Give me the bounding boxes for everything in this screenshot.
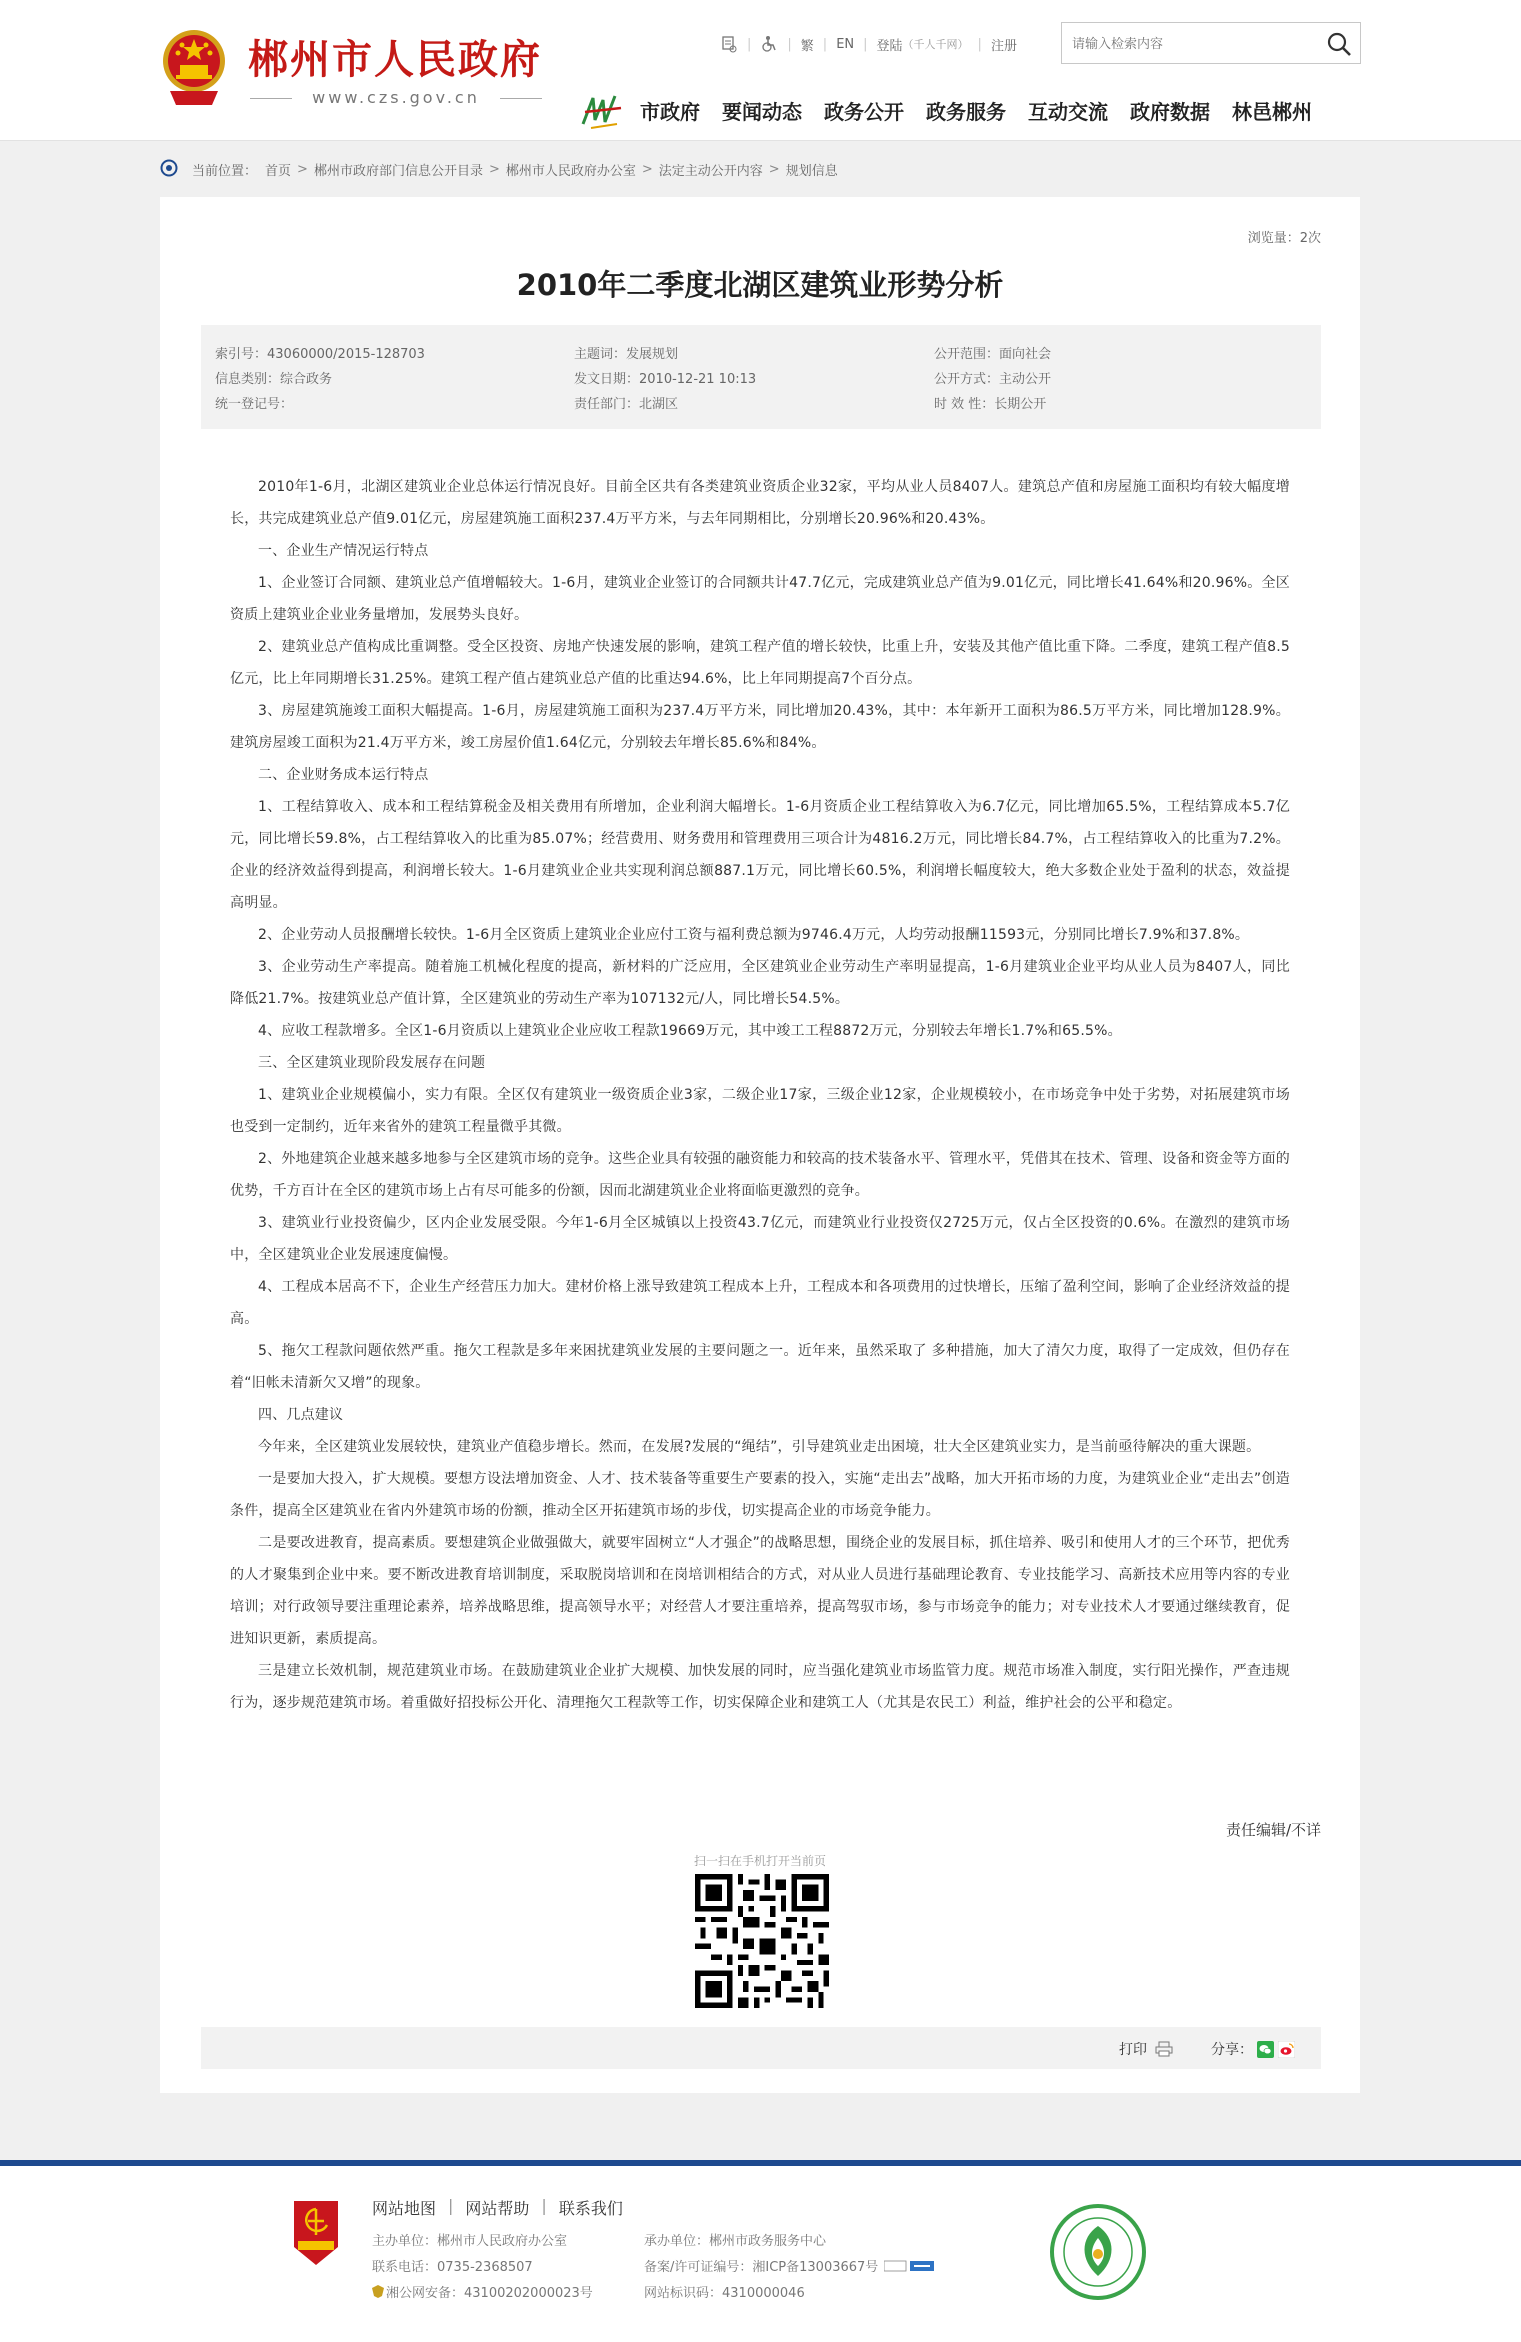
search-input[interactable] bbox=[1062, 23, 1312, 63]
breadcrumb-label: 当前位置： bbox=[192, 163, 258, 179]
breadcrumb-planning[interactable]: 规划信息 bbox=[785, 163, 838, 179]
search-icon[interactable] bbox=[1326, 31, 1352, 57]
paragraph: 3、企业劳动生产率提高。随着施工机械化程度的提高，新材料的广泛应用，全区建筑业企业劳动生产率明显提高，1-6月建筑业企业平均从业人员为8407人，同比降低21.7%。按建筑业总产值计算，全区建筑业的劳动生产率为107132元/人，同比增长54.5%。 bbox=[230, 959, 1290, 1007]
footer-icp[interactable] bbox=[644, 2256, 936, 2275]
meta-scope: 公开范围：面向社会 bbox=[934, 347, 1052, 362]
nav-item-gov-service[interactable]: 政务服务 bbox=[926, 100, 1006, 124]
meta-reg-no: 统一登记号： bbox=[215, 397, 294, 412]
breadcrumb-home[interactable]: 首页 bbox=[265, 163, 292, 179]
main-nav bbox=[640, 96, 1334, 125]
nav-item-gov-data[interactable]: 政府数据 bbox=[1130, 100, 1210, 124]
paragraph: 2、建筑业总产值构成比重调整。受全区投资、房地产快速发展的影响，建筑工程产值的增长较快，比重上升，安装及其他产值比重下降。二季度，建筑工程产值8.5亿元，比上年同期增长31.25%。建筑工程产值占建筑业总产值的比重达94.6%，比上年同期提高7个百分点。 bbox=[230, 639, 1290, 687]
paragraph: 3、建筑业行业投资偏少，区内企业发展受限。今年1-6月全区城镇以上投资43.7亿元，而建筑业行业投资仅2725万元，仅占全区投资的0.6%。在激烈的建筑市场中，全区建筑业企业发展速度偏慢。 bbox=[230, 1215, 1290, 1263]
paragraph: 4、应收工程款增多。全区1-6月资质以上建筑业企业应收工程款19669万元，其中竣工工程8872万元，分别较去年增长1.7%和65.5%。 bbox=[258, 1023, 1122, 1039]
print-button[interactable] bbox=[1119, 2039, 1173, 2059]
article-meta bbox=[201, 325, 1321, 429]
nav-item-gov-disclosure[interactable]: 政务公开 bbox=[824, 100, 904, 124]
nav-item-linyi-chenzhou[interactable]: 林邑郴州 bbox=[1232, 100, 1312, 124]
paragraph: 1、企业签订合同额、建筑业总产值增幅较大。1-6月，建筑业企业签订的合同额共计47.7亿元，完成建筑业总产值为9.01亿元，同比增长41.64%和20.96%。全区资质上建筑业企业业务量增加，发展势头良好。 bbox=[230, 575, 1290, 623]
paragraph: 5、拖欠工程款问题依然严重。拖欠工程款是多年来困扰建筑业发展的主要问题之一。近年来，虽然采取了 多种措施，加大了清欠力度，取得了一定成效，但仍存在着“旧帐未清新欠又增”的现象。 bbox=[230, 1343, 1290, 1391]
paragraph: 1、工程结算收入、成本和工程结算税金及相关费用有所增加，企业利润大幅增长。1-6月资质企业工程结算收入为6.7亿元，同比增加65.5%，工程结算成本5.7亿元，同比增长59.8%，占工程结算收入的比重为85.07%；经营费用、财务费用和管理费用三项合计为4816.2万元，同比增长84.7%，占工程结算收入的比重为7.2%。企业的经济效益得到提高，利润增长较大。1-6月建筑业企业共实现利润总额887.1万元，同比增长60.5%，利润增长幅度较大，绝大多数企业处于盈利的状态，效益提高明显。 bbox=[230, 799, 1290, 911]
paragraph: 1、建筑业企业规模偏小，实力有限。全区仅有建筑业一级资质企业3家，二级企业17家，三级企业12家，企业规模较小，在市场竞争中处于劣势，对拓展建筑市场也受到一定制约，近年来省外的建筑工程量微乎其微。 bbox=[230, 1087, 1290, 1135]
article-title: 2010年二季度北湖区建筑业形势分析 bbox=[516, 268, 1004, 302]
police-badge-icon bbox=[372, 2285, 384, 2298]
site-name[interactable]: 郴州市人民政府 bbox=[248, 36, 542, 83]
print-label: 打印 bbox=[1119, 2042, 1147, 2058]
article-card bbox=[160, 197, 1360, 2093]
footer-organizer: 承办单位：郴州市政务服务中心 bbox=[644, 2234, 827, 2249]
breadcrumb-separator: > bbox=[641, 161, 653, 177]
breadcrumb-office[interactable]: 郴州市人民政府办公室 bbox=[505, 163, 636, 179]
icp-badge-icon bbox=[884, 2260, 936, 2272]
paragraph: 今年来，全区建筑业发展较快，建筑业产值稳步增长。然而，在发展?发展的“绳结”，引导建筑业走出困境，壮大全区建筑业实力，是当前亟待解决的重大课题。 bbox=[258, 1439, 1261, 1455]
party-gov-badge-icon[interactable] bbox=[290, 2201, 342, 2265]
footer-link-help[interactable]: 网站帮助 bbox=[465, 2199, 530, 2218]
breadcrumb bbox=[160, 158, 838, 180]
share-bar bbox=[201, 2027, 1321, 2069]
responsible-editor: 责任编辑/不详 bbox=[1225, 1821, 1321, 1839]
meta-dept: 责任部门：北湖区 bbox=[574, 397, 679, 412]
nav-item-news[interactable]: 要闻动态 bbox=[722, 100, 802, 124]
qr-caption: 扫一扫在手机打开当前页 bbox=[693, 1854, 826, 1868]
breadcrumb-separator: > bbox=[768, 161, 780, 177]
section-heading: 二、企业财务成本运行特点 bbox=[258, 767, 429, 783]
location-pin-icon bbox=[160, 159, 178, 179]
civilized-city-seal-icon[interactable] bbox=[1050, 2204, 1146, 2300]
nav-item-city-gov[interactable]: 市政府 bbox=[640, 100, 700, 124]
breadcrumb-statutory[interactable]: 法定主动公开内容 bbox=[658, 163, 763, 179]
footer-sponsor: 主办单位：郴州市人民政府办公室 bbox=[372, 2234, 568, 2249]
traditional-chinese-link[interactable]: 繁 bbox=[800, 38, 814, 54]
share-label: 分享： bbox=[1211, 2042, 1253, 2058]
paragraph: 二是要改进教育，提高素质。要想建筑企业做强做大，就要牢固树立“人才强企”的战略思想，围绕企业的发展目标，抓住培养、吸引和使用人才的三个环节，把优秀的人才聚集到企业中来。要不断改进教育培训制度，采取脱岗培训和在岗培训相结合的方式，对从业人员进行基础理论教育、专业技能学习、高新技术应用等内容的专业培训；对行政领导要注重理论素养，培养战略思维，提高领导水平；对经营人才要注重培养，提高驾驭市场，参与市场竞争的能力；对专业技术人才要通过继续教育，促进知识更新，素质提高。 bbox=[230, 1535, 1290, 1647]
nav-item-interaction[interactable]: 互动交流 bbox=[1028, 100, 1108, 124]
footer-phone: 联系电话：0735-2368507 bbox=[372, 2260, 533, 2275]
paragraph: 3、房屋建筑施竣工面积大幅提高。1-6月，房屋建筑施工面积为237.4万平方米，同比增加20.43%，其中：本年新开工面积为86.5万平方米，同比增加128.9%。建筑房屋竣工面积为21.4万平方米，竣工房屋价值1.64亿元，分别较去年增长85.6%和84%。 bbox=[230, 703, 1290, 751]
paragraph: 三是建立长效机制，规范建筑业市场。在鼓励建筑业企业扩大规模、加快发展的同时，应当强化建筑业市场监管力度。规范市场准入制度，实行阳光操作，严查违规行为，逐步规范建筑市场。着重做好招投标公开化、清理拖欠工程款等工作，切实保障企业和建筑工人（尤其是农民工）利益，维护社会的公平和稳定。 bbox=[230, 1663, 1290, 1711]
site-url: www.czs.gov.cn bbox=[250, 88, 542, 107]
english-link[interactable]: EN bbox=[836, 36, 855, 52]
footer-link-contact[interactable]: 联系我们 bbox=[558, 2199, 623, 2218]
meta-index-no: 索引号：43060000/2015-128703 bbox=[215, 347, 425, 362]
meta-validity: 时 效 性：长期公开 bbox=[934, 397, 1047, 412]
site-footer bbox=[0, 2166, 1521, 2342]
printer-icon bbox=[1155, 2041, 1173, 2057]
footer-link-sitemap[interactable]: 网站地图 bbox=[372, 2199, 437, 2218]
icp-text: 备案/许可证编号：湘ICP备13003667号 bbox=[644, 2260, 879, 2275]
paragraph: 一是要加大投入，扩大规模。要想方设法增加资金、人才、技术装备等重要生产要素的投入，实施“走出去”战略，加大开拓市场的力度，为建筑业企业“走出去”创造条件，提高全区建筑业在省内外建筑市场的份额，推动全区开拓建筑市场的步伐，切实提高企业的市场竞争能力。 bbox=[230, 1471, 1290, 1519]
paragraph: 2010年1-6月，北湖区建筑业企业总体运行情况良好。目前全区共有各类建筑业资质企业32家，平均从业人员8407人。建筑总产值和房屋施工面积均有较大幅度增长，共完成建筑业总产值9.01亿元，房屋建筑施工面积237.4万平方米，与去年同期相比，分别增长20.96%和20.43%。 bbox=[230, 479, 1290, 527]
site-header bbox=[0, 0, 1521, 141]
footer-links: 网站地图 | 网站帮助 | 联系我们 bbox=[372, 2196, 623, 2218]
paragraph: 2、外地建筑企业越来越多地参与全区建筑市场的竞争。这些企业具有较强的融资能力和较高的技术装备水平、管理水平，凭借其在技术、管理、设备和资金等方面的优势，千方百计在全区的建筑市场上占有尽可能多的份额，因而北湖建筑业企业将面临更激烈的竞争。 bbox=[230, 1151, 1290, 1199]
meta-category: 信息类别：综合政务 bbox=[215, 372, 333, 387]
footer-site-code: 网站标识码：4310000046 bbox=[644, 2286, 805, 2301]
section-heading: 一、企业生产情况运行特点 bbox=[258, 543, 429, 559]
meta-date: 发文日期：2010-12-21 10:13 bbox=[574, 372, 757, 387]
breadcrumb-separator: > bbox=[297, 161, 308, 177]
login-link[interactable]: 登陆 bbox=[876, 38, 903, 54]
share-section bbox=[1211, 2039, 1295, 2059]
breadcrumb-separator: > bbox=[488, 161, 500, 177]
footer-police-record[interactable] bbox=[372, 2282, 593, 2301]
section-heading: 三、全区建筑业现阶段发展存在问题 bbox=[258, 1055, 486, 1071]
breadcrumb-directory[interactable]: 郴州市政府部门信息公开目录 bbox=[313, 163, 483, 179]
section-heading: 四、几点建议 bbox=[258, 1407, 344, 1423]
header-tools: | | 繁 | EN | 登陆 （千人千网） | 注册 bbox=[720, 34, 1017, 54]
wheelchair-icon[interactable] bbox=[760, 35, 778, 53]
national-emblem-icon[interactable] bbox=[160, 25, 228, 111]
search-box bbox=[1061, 22, 1361, 64]
qr-code-icon bbox=[695, 1874, 829, 2008]
register-link[interactable]: 注册 bbox=[990, 38, 1017, 54]
login-note: （千人千网） bbox=[902, 38, 969, 51]
wechat-icon[interactable] bbox=[1257, 2041, 1274, 2058]
paragraph: 4、工程成本居高不下，企业生产经营压力加大。建材价格上涨导致建筑工程成本上升，工程成本和各项费用的过快增长，压缩了盈利空间，影响了企业经济效益的提高。 bbox=[230, 1279, 1290, 1327]
paragraph: 2、企业劳动人员报酬增长较快。1-6月全区资质上建筑业企业应付工资与福利费总额为9746.4万元，人均劳动报酬11593元，分别同比增长7.9%和37.8%。 bbox=[258, 927, 1250, 943]
weibo-icon[interactable] bbox=[1278, 2041, 1295, 2058]
meta-theme: 主题词：发展规划 bbox=[574, 347, 679, 362]
article-content bbox=[230, 471, 1290, 1719]
view-count: 浏览量：2次 bbox=[1247, 231, 1321, 246]
linyi-logo-icon bbox=[577, 90, 627, 132]
police-record-text: 湘公网安备：43100202000023号 bbox=[386, 2286, 593, 2301]
meta-method: 公开方式：主动公开 bbox=[934, 372, 1052, 387]
accessibility-reader-icon[interactable] bbox=[720, 35, 738, 53]
